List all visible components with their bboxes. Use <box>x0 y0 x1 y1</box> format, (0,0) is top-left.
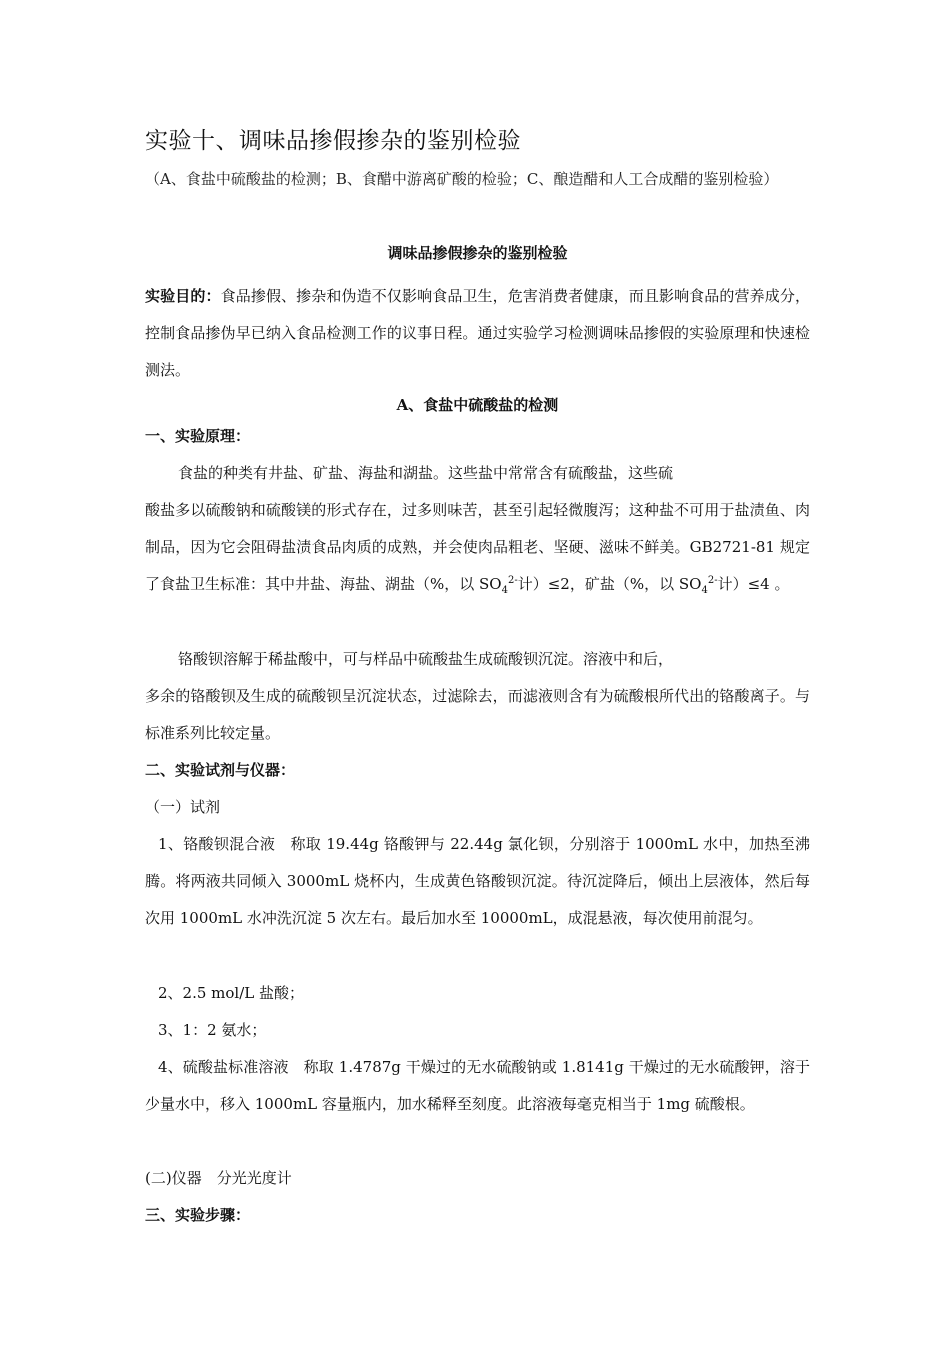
principle-p1-rest <box>145 492 810 603</box>
principle-p2-rest: 多余的铬酸钡及生成的硫酸钡呈沉淀状态，过滤除去，而滤液则含有为硫酸根所代出的铬酸离子。与标准系列比较定量。 <box>145 687 810 742</box>
so4-superscript-2: 2- <box>707 575 718 586</box>
reagent-item-1: 1、铬酸钡混合液 称取 19.44g 铬酸钾与 22.44g 氯化钡，分别溶于 1000mL 水中，加热至沸腾。将两液共同倾入 3000mL 烧杯内，生成黄色铬酸钡沉淀。待沉淀降后，倾出上层液体，然后每次用 1000mL 水冲洗沉淀 5 次左右。最后加水至 10000mL，成混悬液，每次使用前混匀。 <box>145 835 810 927</box>
principle-heading: 一、实验原理： <box>145 427 251 445</box>
purpose-label: 实验目的： <box>145 287 221 305</box>
reagent-item-4: 4、硫酸盐标准溶液 称取 1.4787g 干燥过的无水硫酸钠或 1.8141g 干燥过的无水硫酸钾，溶于少量水中，移入 1000mL 容量瓶内，加水稀释至刻度。此溶液每毫克相当于 1mg 硫酸根。 <box>145 1058 810 1113</box>
so4-subscript-2: 4 <box>701 585 708 596</box>
steps-heading: 三、实验步骤： <box>145 1206 251 1224</box>
principle-p1-rest-a: 酸盐多以硫酸钠和硫酸镁的形式存在，过多则味苦，甚至引起轻微腹泻；这种盐不可用于盐渍鱼、肉制品，因为它会阻碍盐渍食品肉质的成熟，并会使肉品粗老、坚硬、滋味不鲜美。GB2721-81 规定了食盐卫生标准：其中井盐、海盐、湖盐（%，以 SO <box>145 501 810 593</box>
principle-p1-rest-c: 计）≤4 。 <box>717 575 790 593</box>
principle-p1-line1: 食盐的种类有井盐、矿盐、海盐和湖盐。这些盐中常常含有硫酸盐，这些硫 <box>178 464 674 482</box>
part-a-title: A、食盐中硫酸盐的检测 <box>396 396 559 414</box>
principle-p2-line1: 铬酸钡溶解于稀盐酸中，可与样品中硫酸盐生成硫酸钡沉淀。溶液中和后， <box>178 650 674 668</box>
document-title: 实验十、调味品掺假掺杂的鉴别检验 <box>145 128 521 154</box>
reagents-subheading-2: (二)仪器 分光光度计 <box>145 1169 292 1187</box>
so4-subscript: 4 <box>501 585 508 596</box>
reagent-item-2: 2、2.5 mol/L 盐酸； <box>158 984 305 1002</box>
reagents-heading: 二、实验试剂与仪器： <box>145 761 296 779</box>
document-subtitle: （A、食盐中硫酸盐的检测；B、食醋中游离矿酸的检验；C、酿造醋和人工合成醋的鉴别检验） <box>145 170 779 188</box>
purpose-text: 食品掺假、掺杂和伪造不仅影响食品卫生，危害消费者健康，而且影响食品的营养成分，控制食品掺伪早已纳入食品检测工作的议事日程。通过实验学习检测调味品掺假的实验原理和快速检测法。 <box>145 287 810 379</box>
principle-p1-rest-b: 计）≤2，矿盐（%，以 SO <box>517 575 702 593</box>
section-title: 调味品掺假掺杂的鉴别检验 <box>387 244 568 262</box>
so4-superscript: 2- <box>507 575 518 586</box>
reagent-item-3: 3、1：2 氨水； <box>158 1021 267 1039</box>
purpose-paragraph <box>145 278 810 389</box>
reagents-subheading-1: （一）试剂 <box>145 798 221 816</box>
